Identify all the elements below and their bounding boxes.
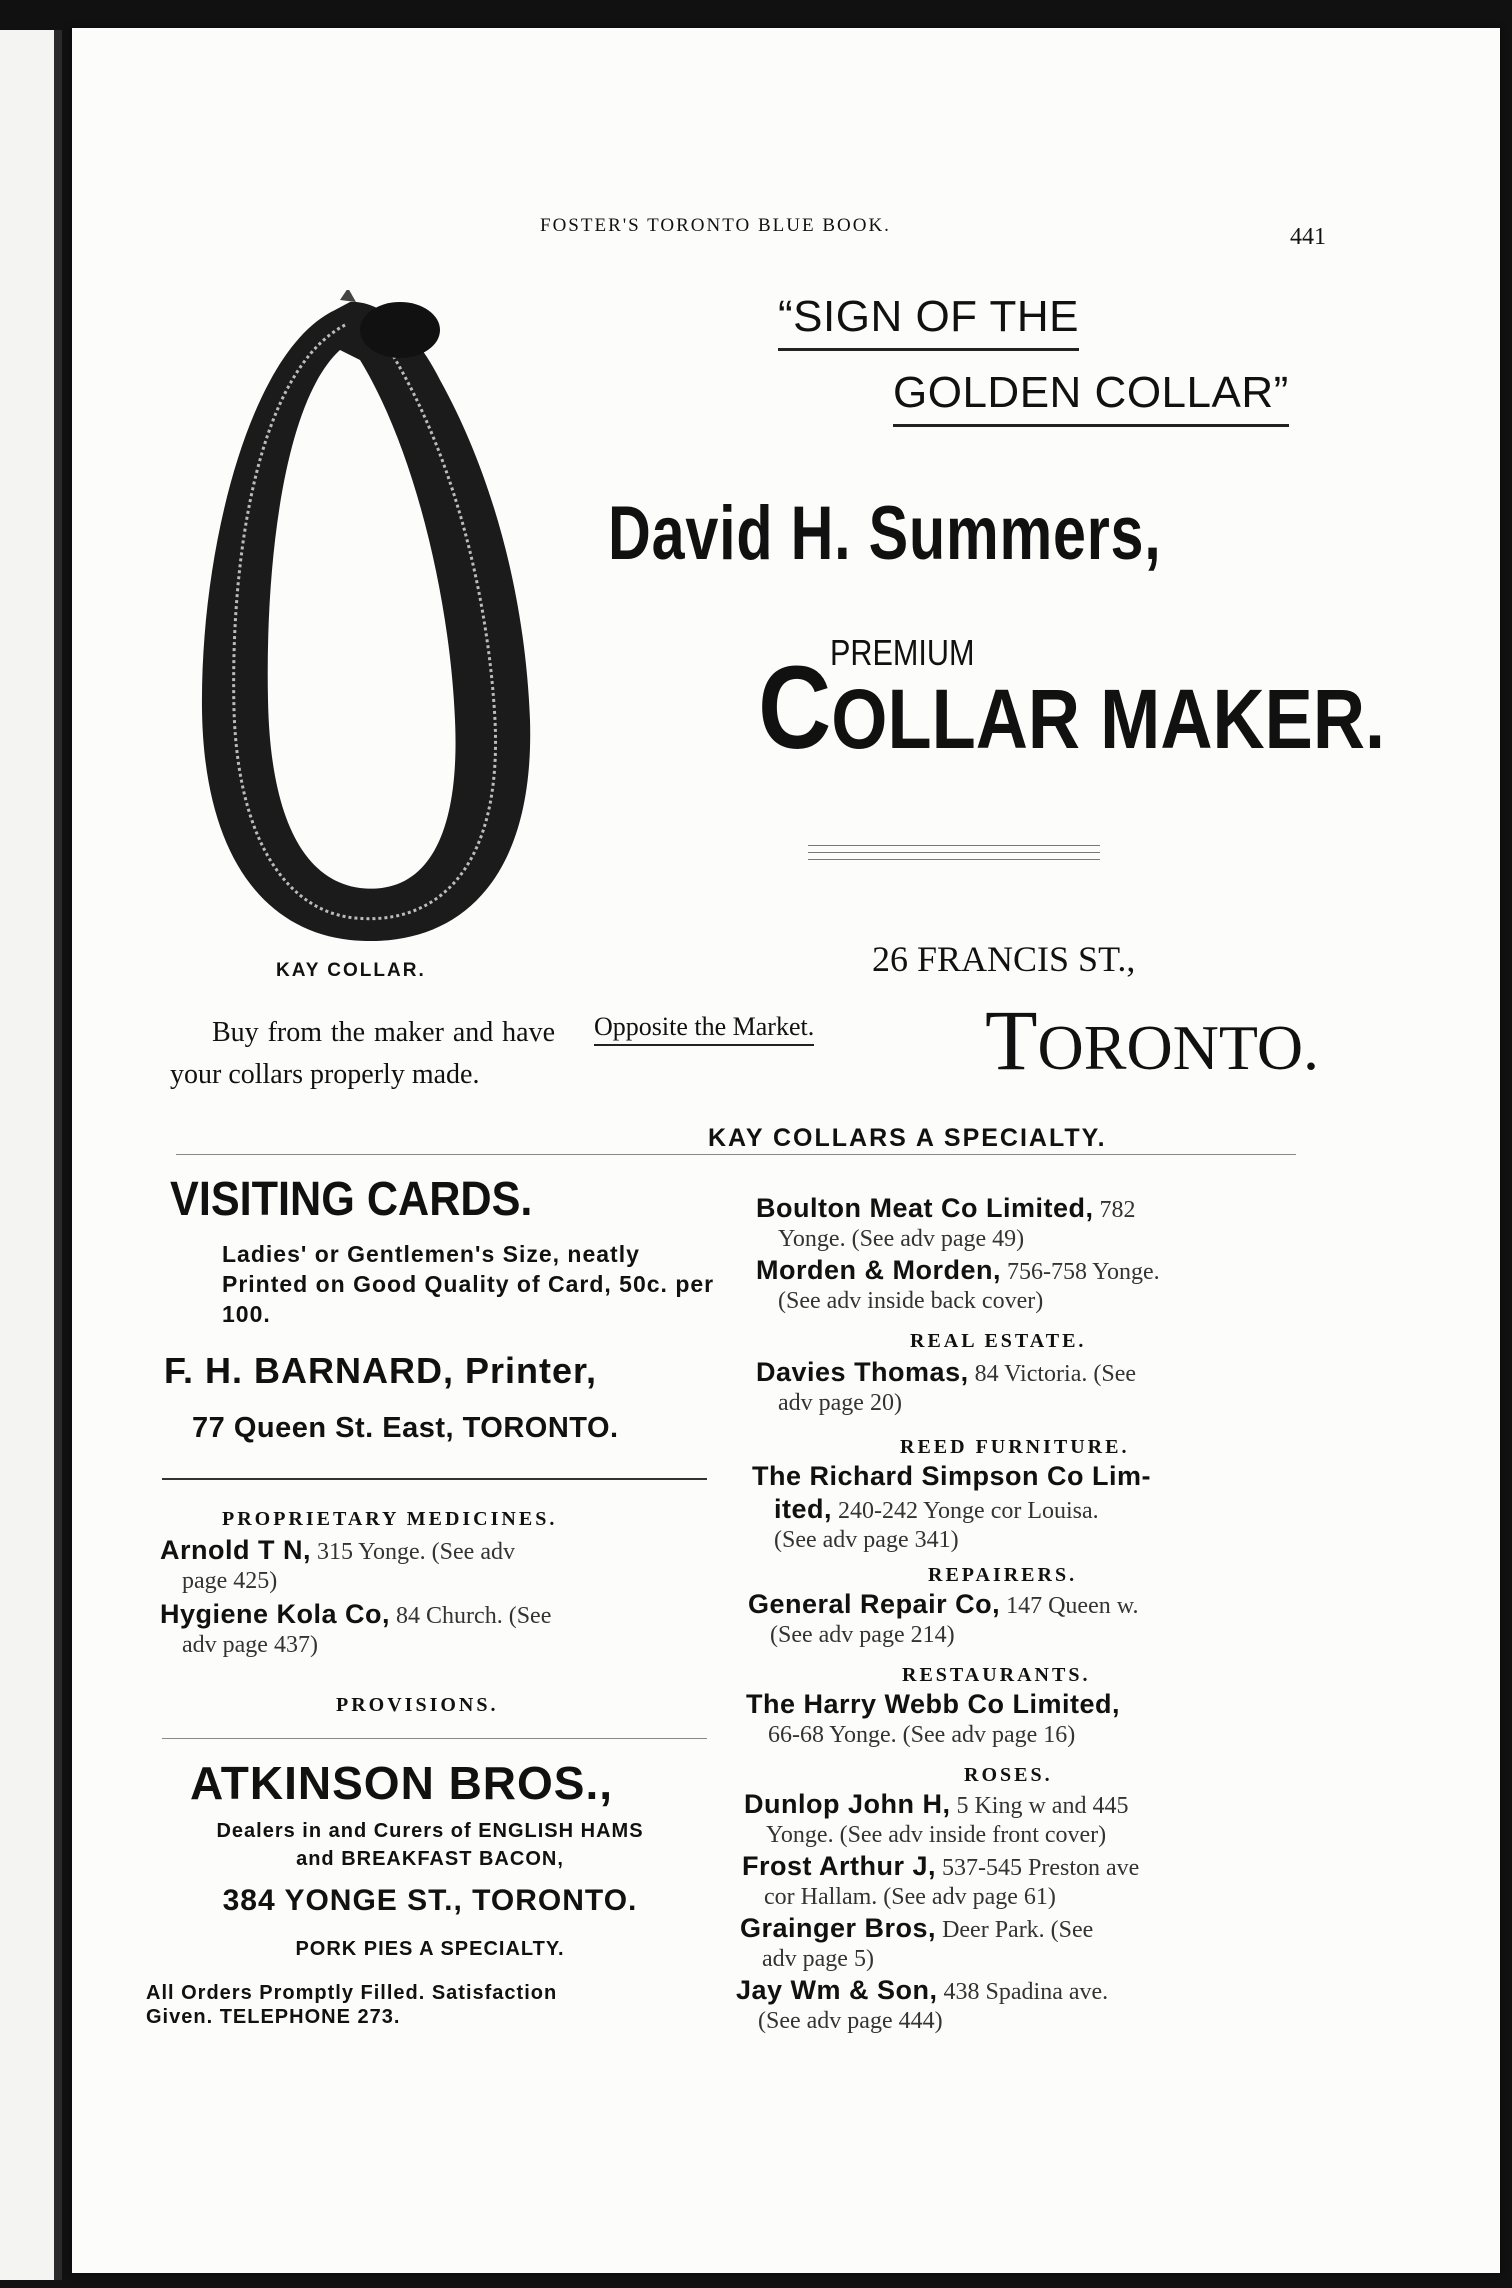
- kay-collars-specialty: KAY COLLARS A SPECIALTY.: [708, 1124, 1107, 1152]
- list-item: [748, 1588, 1296, 1650]
- category-heading: REED FURNITURE.: [900, 1436, 1130, 1458]
- atkinson-name: ATKINSON BROS.,: [190, 1757, 614, 1809]
- listing-continuation: cor Hallam. (See adv page 61): [764, 1883, 1056, 1910]
- listing-name: Grainger Bros,: [740, 1913, 937, 1943]
- listing-continuation: page 425): [182, 1567, 278, 1594]
- ornamental-rule: [808, 859, 1100, 860]
- category-heading: ROSES.: [964, 1764, 1053, 1786]
- page-number: 441: [1290, 224, 1326, 250]
- listing-details: 84 Victoria. (See: [974, 1361, 1136, 1387]
- category-heading: PROVISIONS.: [336, 1694, 499, 1716]
- list-item: [742, 1850, 1290, 1912]
- sign-heading-line2: GOLDEN COLLAR”: [893, 368, 1289, 427]
- category-heading: PROPRIETARY MEDICINES.: [222, 1508, 558, 1530]
- running-header: FOSTER'S TORONTO BLUE BOOK.: [540, 215, 891, 236]
- list-item: [160, 1534, 705, 1596]
- listing-continuation: Yonge. (See adv page 49): [778, 1225, 1025, 1252]
- atkinson-specialty: PORK PIES A SPECIALTY.: [295, 1938, 565, 1960]
- premium-label: PREMIUM: [830, 632, 975, 673]
- buy-from-maker-text: Buy from the maker and have your collars properly made.: [170, 1017, 555, 1090]
- listing-continuation: (See adv page 214): [770, 1621, 955, 1648]
- listing-name: Arnold T N,: [160, 1535, 311, 1565]
- listing-continuation: (See adv page 444): [758, 2007, 943, 2034]
- listing-name: Morden & Morden,: [756, 1255, 1001, 1285]
- visiting-cards-title: VISITING CARDS.: [170, 1173, 533, 1226]
- listing-details: 315 Yonge. (See adv: [316, 1539, 515, 1565]
- listing-name: Jay Wm & Son,: [736, 1975, 938, 2005]
- listing-details: 756-758 Yonge.: [1007, 1259, 1160, 1285]
- collar-maker-title: [758, 640, 1385, 776]
- list-item: [756, 1356, 1304, 1418]
- opposite-market-text: Opposite the Market.: [594, 1012, 814, 1046]
- list-item: [744, 1788, 1292, 1850]
- listing-name-continuation: ited,: [774, 1493, 833, 1524]
- atkinson-address: 384 YONGE ST., TORONTO.: [222, 1884, 638, 1917]
- category-heading: RESTAURANTS.: [902, 1664, 1091, 1686]
- atkinson-orders-line1: All Orders Promptly Filled. Satisfaction: [146, 1982, 558, 2004]
- sign-heading-line1: “SIGN OF THE: [778, 292, 1079, 351]
- listing-name: Davies Thomas,: [756, 1357, 969, 1387]
- ornamental-rule: [808, 852, 1100, 853]
- listing-name: The Richard Simpson Co Lim-: [752, 1461, 1152, 1491]
- atkinson-line2: and BREAKFAST BACON,: [296, 1848, 564, 1870]
- atkinson-orders-line2: Given. TELEPHONE 273.: [146, 2006, 401, 2028]
- street-address: 26 FRANCIS ST.,: [872, 939, 1136, 979]
- city-rest: ORONTO.: [1037, 1012, 1320, 1083]
- visiting-cards-description: Ladies' or Gentlemen's Size, neatly Printed on Good Quality of Card, 50c. per 100.: [222, 1241, 715, 1327]
- illustration-caption: KAY COLLAR.: [276, 960, 426, 981]
- printer-address: 77 Queen St. East, TORONTO.: [192, 1412, 619, 1444]
- listing-name: Boulton Meat Co Limited,: [756, 1193, 1094, 1223]
- listing-details: 782: [1099, 1197, 1136, 1223]
- listing-name: Dunlop John H,: [744, 1789, 951, 1819]
- listing-continuation: Yonge. (See adv inside front cover): [766, 1821, 1107, 1848]
- listing-details: Deer Park. (See: [942, 1917, 1094, 1943]
- listing-details: 240-242 Yonge cor Louisa.: [838, 1497, 1099, 1524]
- listing-details: 537-545 Preston ave: [942, 1855, 1140, 1881]
- listing-name: Hygiene Kola Co,: [160, 1599, 391, 1629]
- listing-continuation: (See adv inside back cover): [778, 1287, 1044, 1314]
- listing-continuation: (See adv page 341): [774, 1526, 959, 1553]
- listing-name: The Harry Webb Co Limited,: [746, 1689, 1121, 1719]
- business-name: David H. Summers,: [608, 491, 1162, 576]
- category-heading: REPAIRERS.: [928, 1564, 1078, 1586]
- city-name: [985, 990, 1319, 1090]
- listing-continuation: adv page 5): [762, 1945, 874, 1972]
- listing-details: 147 Queen w.: [1006, 1593, 1139, 1619]
- listing-continuation: adv page 20): [778, 1389, 902, 1416]
- atkinson-line1: Dealers in and Curers of ENGLISH HAMS: [216, 1820, 644, 1842]
- list-item: [752, 1460, 1300, 1554]
- collar-maker-initial: C: [758, 642, 832, 774]
- collar-maker-rest: OLLAR MAKER.: [831, 672, 1386, 766]
- list-item: [756, 1254, 1304, 1316]
- ad-divider: [162, 1738, 707, 1739]
- horse-collar-illustration: [190, 290, 540, 950]
- list-item: [736, 1974, 1284, 2036]
- listing-name: Frost Arthur J,: [742, 1851, 937, 1881]
- listing-details: 5 King w and 445: [956, 1793, 1129, 1819]
- ornamental-rule: [808, 845, 1100, 846]
- section-divider: [176, 1154, 1296, 1155]
- category-heading: REAL ESTATE.: [910, 1330, 1087, 1352]
- list-item: [740, 1912, 1288, 1974]
- city-initial: T: [985, 992, 1038, 1088]
- listing-continuation: adv page 437): [182, 1631, 318, 1658]
- facing-page-edge: [0, 30, 62, 2280]
- list-item: [756, 1192, 1304, 1254]
- listing-name: General Repair Co,: [748, 1589, 1001, 1619]
- printer-name: F. H. BARNARD, Printer,: [164, 1350, 598, 1391]
- listing-continuation: 66-68 Yonge. (See adv page 16): [768, 1721, 1076, 1748]
- list-item: [160, 1598, 705, 1660]
- ad-divider: [162, 1478, 707, 1480]
- listing-details: 84 Church. (See: [396, 1603, 552, 1629]
- listing-details: 438 Spadina ave.: [943, 1979, 1109, 2005]
- list-item: [746, 1688, 1298, 1750]
